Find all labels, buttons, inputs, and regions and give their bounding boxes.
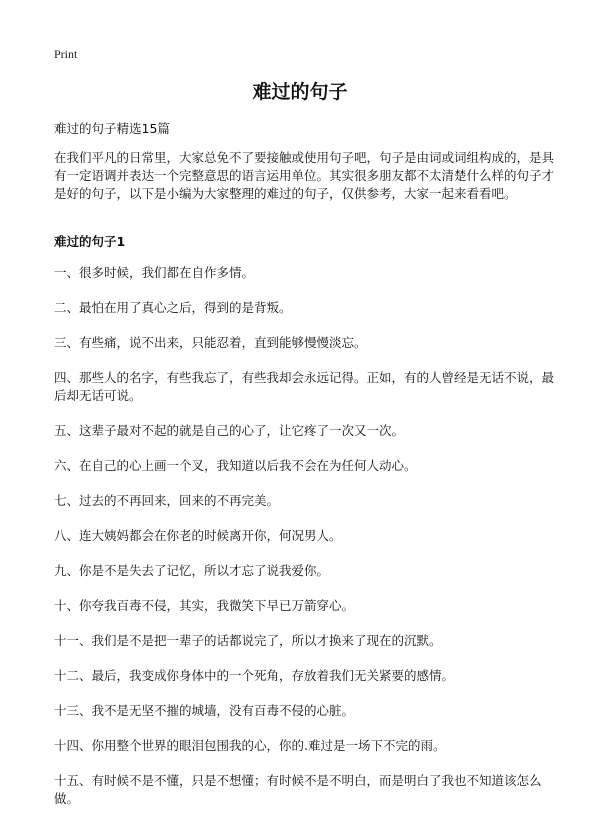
list-item: 十二、最后，我变成你身体中的一个死角，存放着我们无关紧要的感情。 (54, 668, 455, 683)
list-item: 七、过去的不再回来，回来的不再完美。 (54, 493, 280, 508)
list-item: 十四、你用整个世界的眼泪包围我的心，你的.难过是一场下不完的雨。 (54, 738, 446, 753)
subtitle: 难过的句子精选15篇 (54, 121, 170, 136)
list-item: 十、你夸我百毒不侵，其实，我微笑下早已万箭穿心。 (54, 598, 355, 613)
list-item: 二、最怕在用了真心之后，得到的是背叛。 (54, 300, 292, 315)
print-link[interactable]: Print (54, 47, 78, 61)
list-item: 五、这辈子最对不起的就是自己的心了，让它疼了一次又一次。 (54, 423, 405, 438)
list-item: 四、那些人的名字，有些我忘了，有些我却会永远记得。正如，有的人曾经是无话不说，最后却无话可说。 (54, 370, 555, 403)
section-heading: 难过的句子1 (54, 234, 126, 249)
list-item: 九、你是不是失去了记忆，所以才忘了说我爱你。 (54, 563, 330, 578)
sentence-list (54, 264, 554, 825)
list-item: 一、很多时候，我们都在自作多情。 (54, 265, 255, 280)
intro-paragraph: 在我们平凡的日常里，大家总免不了要接触或使用句子吧，句子是由词或词组构成的，是具有一定语调并表达一个完整意思的语言运用单位。其实很多朋友都不太清楚什么样的句子才是好的句子，以下是小编为大家整理的难过的句子，仅供参考，大家一起来看看吧。 (54, 150, 555, 201)
list-item: 十五、有时候不是不懂，只是不想懂；有时候不是不明白，而是明白了我也不知道该怎么做。 (54, 773, 542, 806)
list-item: 十一、我们是不是把一辈子的话都说完了，所以才换来了现在的沉默。 (54, 633, 442, 648)
list-item: 三、有些痛，说不出来，只能忍着，直到能够慢慢淡忘。 (54, 335, 367, 350)
list-item: 八、连大姨妈都会在你老的时候离开你，何况男人。 (54, 528, 342, 543)
list-item: 六、在自己的心上画一个叉，我知道以后我不会在为任何人动心。 (54, 458, 417, 473)
page-title: 难过的句子 (252, 81, 348, 103)
list-item: 十三、我不是无坚不摧的城墙，没有百毒不侵的心脏。 (54, 703, 355, 718)
